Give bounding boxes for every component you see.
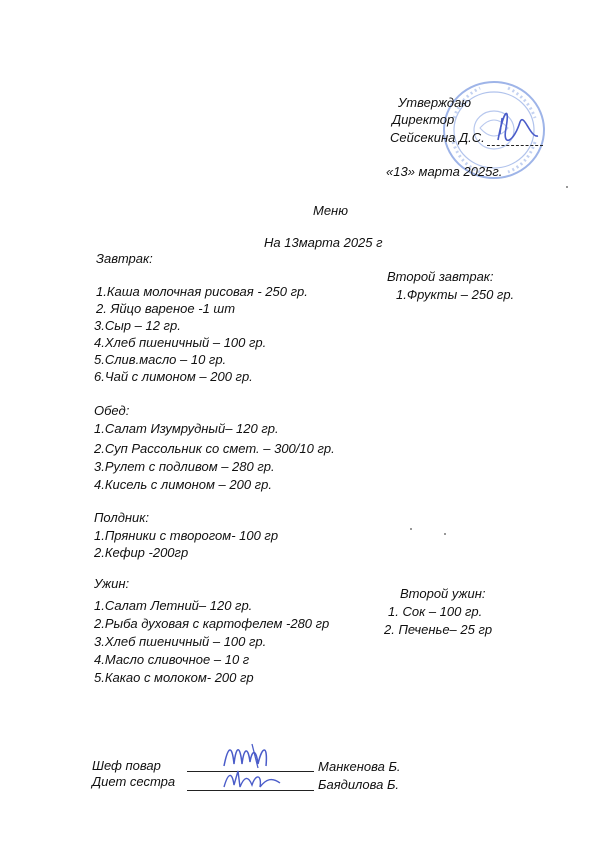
- page-subtitle-date: На 13марта 2025 г: [264, 235, 383, 250]
- diet-nurse-label: Диет сестра: [92, 774, 176, 789]
- dinner-item: 3.Хлеб пшеничный – 100 гр.: [94, 634, 267, 649]
- snack-heading: Полдник:: [94, 510, 150, 525]
- breakfast-item: 1.Каша молочная рисовая - 250 гр.: [96, 284, 308, 299]
- approval-signature-line: [487, 145, 543, 146]
- scan-speck: [444, 533, 446, 535]
- scan-speck: [566, 186, 568, 188]
- snack-item: 2.Кефир -200гр: [94, 545, 189, 560]
- approval-position: Директор: [392, 112, 455, 127]
- lunch-heading: Обед:: [94, 403, 130, 418]
- chef-name: Манкенова Б.: [318, 759, 401, 774]
- second-dinner-item: 1. Сок – 100 гр.: [388, 604, 483, 619]
- approval-director-name: Сейсекина Д.С.: [390, 130, 485, 145]
- dinner-item: 4.Масло сливочное – 10 г: [94, 652, 250, 667]
- diet-nurse-signature: [222, 765, 284, 793]
- second-breakfast-item: 1.Фрукты – 250 гр.: [396, 287, 515, 302]
- diet-nurse-name: Баядилова Б.: [318, 777, 400, 792]
- lunch-item: 2.Суп Рассольник со смет. – 300/10 гр.: [94, 441, 335, 456]
- lunch-item: 4.Кисель с лимоном – 200 гр.: [94, 477, 272, 492]
- second-dinner-heading: Второй ужин:: [400, 586, 486, 601]
- dinner-item: 2.Рыба духовая с картофелем -280 гр: [94, 616, 330, 631]
- breakfast-item: 3.Сыр – 12 гр.: [94, 318, 181, 333]
- dinner-item: 5.Какао с молоком- 200 гр: [94, 670, 254, 685]
- breakfast-heading: Завтрак:: [96, 251, 153, 266]
- page-title: Меню: [313, 203, 348, 218]
- second-dinner-item: 2. Печенье– 25 гр: [384, 622, 493, 637]
- approval-approve: Утверждаю: [398, 95, 472, 110]
- approval-date: «13» марта 2025г.: [386, 164, 503, 179]
- breakfast-item: 6.Чай с лимоном – 200 гр.: [94, 369, 253, 384]
- breakfast-item: 5.Слив.масло – 10 гр.: [94, 352, 227, 367]
- scan-speck: [410, 528, 412, 530]
- chef-label: Шеф повар: [92, 758, 161, 773]
- lunch-item: 3.Рулет с подливом – 280 гр.: [94, 459, 275, 474]
- lunch-item: 1.Салат Изумрудный– 120 гр.: [94, 421, 279, 436]
- dinner-heading: Ужин:: [94, 576, 130, 591]
- breakfast-item: 2. Яйцо вареное -1 шт: [96, 301, 236, 316]
- snack-item: 1.Пряники с творогом- 100 гр: [94, 528, 279, 543]
- dinner-item: 1.Салат Летний– 120 гр.: [94, 598, 253, 613]
- breakfast-item: 4.Хлеб пшеничный – 100 гр.: [94, 335, 267, 350]
- second-breakfast-heading: Второй завтрак:: [387, 269, 494, 284]
